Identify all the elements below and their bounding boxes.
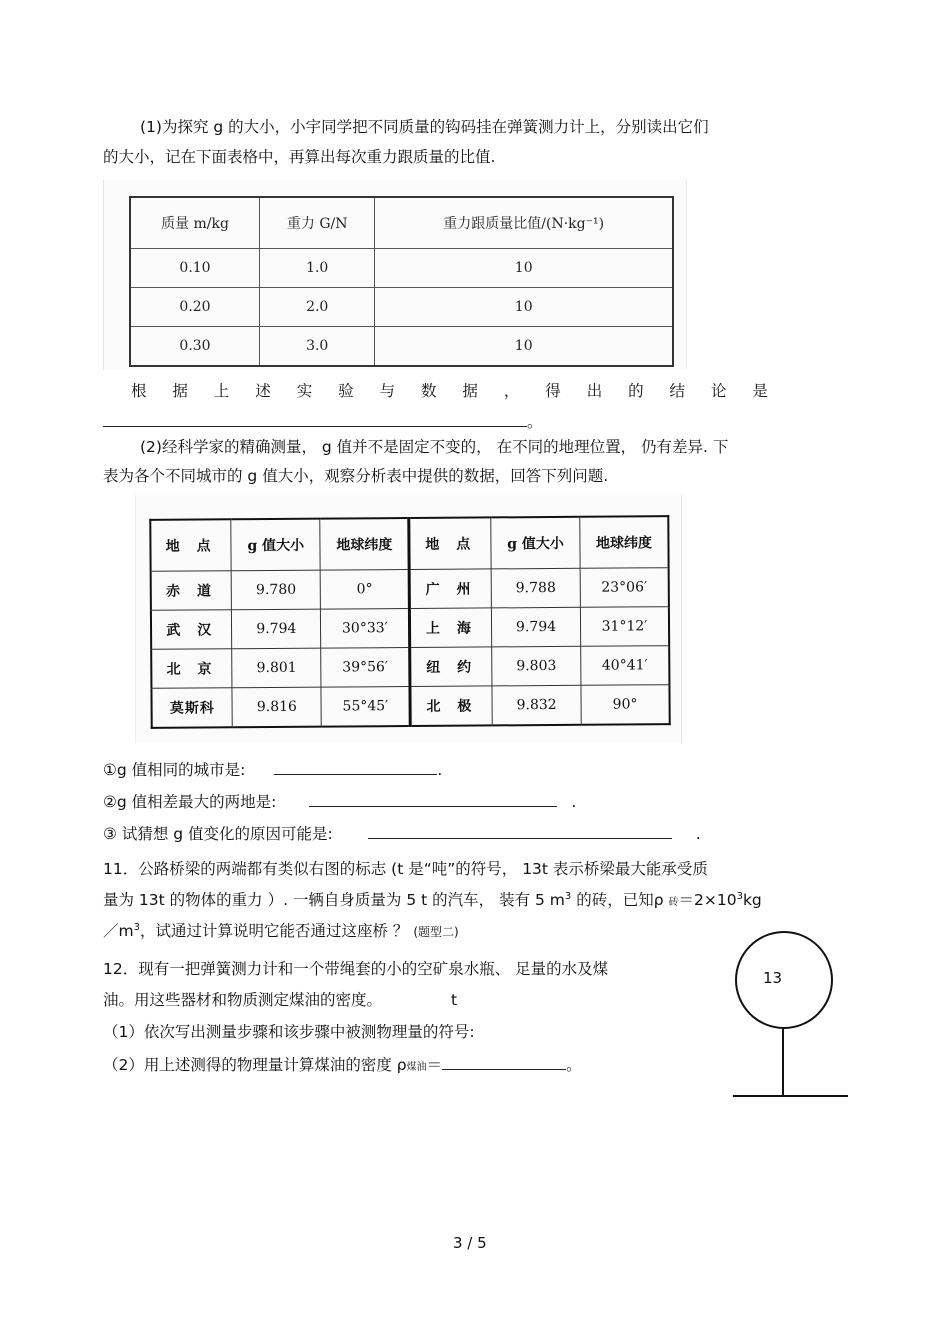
q11-line2 xyxy=(103,889,762,914)
table-header-cell: 地 点 xyxy=(409,517,491,569)
bridge-sign-label: 13 xyxy=(763,969,783,987)
q1-conclusion-prompt: 根 据 上 述 实 验 与 数 据 ， 得 出 的 结 论 是 xyxy=(131,382,768,400)
page-number: 3 / 5 xyxy=(453,1234,487,1252)
table-cell: 武 汉 xyxy=(151,610,232,650)
table-cell: 55°45′ xyxy=(321,686,411,726)
answer-blank[interactable] xyxy=(103,410,527,427)
table-header-cell: 地球纬度 xyxy=(580,516,669,568)
q1-conclusion-answer[interactable] xyxy=(103,410,543,432)
q12-step2-eq: ＝ xyxy=(426,1056,443,1074)
table-cell: 9.816 xyxy=(232,687,321,727)
q12-step1: （1）依次写出测量步骤和该步骤中被测物理量的符号: xyxy=(103,1023,475,1041)
answer-blank[interactable] xyxy=(442,1053,566,1070)
table-cell: 23°06′ xyxy=(580,568,669,608)
table-header-cell: 重力跟质量比值/(N·kg⁻¹) xyxy=(375,197,673,249)
bridge-sign-pole xyxy=(782,1027,784,1096)
table-cell: 1.0 xyxy=(260,249,375,288)
q1-table-scan xyxy=(103,180,687,370)
table-cell: 北 极 xyxy=(410,686,492,726)
table-cell: 0.10 xyxy=(130,249,260,288)
q2-sub1-prompt: ①g 值相同的城市是: xyxy=(103,761,246,779)
q12-step2-prompt: （2）用上述测得的物理量计算煤油的密度 ρ xyxy=(103,1056,407,1074)
q11-line1: 11．公路桥梁的两端都有类似右图的标志 (t 是“吨”的符号， 13t 表示桥梁最大能承受质 xyxy=(103,860,708,878)
q11-exp-3: 3 xyxy=(133,921,140,933)
q11-line3-b: ，试通过计算说明它能否通过这座桥 ？ xyxy=(139,922,409,940)
table-header-cell: 质量 m/kg xyxy=(130,197,260,249)
table-row xyxy=(151,685,669,728)
answer-blank[interactable] xyxy=(309,790,557,807)
q12-line2: 油。用这些器材和物质测定煤油的密度。 xyxy=(103,991,383,1009)
table-cell: 莫斯科 xyxy=(151,688,232,728)
q2-sub3-prompt: ③ 试猜想 g 值变化的原因可能是: xyxy=(103,825,333,843)
q11-brick-sub: 砖 xyxy=(668,897,679,908)
table-cell: 9.788 xyxy=(491,568,580,608)
q12-stray-t: t xyxy=(451,991,458,1009)
table-cell: 0.20 xyxy=(130,288,260,327)
q11-line2-d: ＝2×10 xyxy=(678,891,737,909)
table-cell: 9.794 xyxy=(492,607,581,647)
q1-intro-line2: 的大小，记在下面表格中，再算出每次重力跟质量的比值. xyxy=(103,148,496,166)
q12-kerosene-sub: 煤油 xyxy=(406,1062,427,1073)
table-cell: 39°56′ xyxy=(321,647,411,687)
table-cell: 10 xyxy=(375,249,673,288)
q1-table xyxy=(129,196,674,367)
table-cell: 上 海 xyxy=(410,608,492,648)
table-cell: 0° xyxy=(320,570,410,610)
q2-sub3-end: . xyxy=(695,825,701,843)
q2-sub3 xyxy=(103,822,701,845)
table-header-cell: g 值大小 xyxy=(231,519,320,571)
q2-sub2-end: . xyxy=(571,793,577,811)
q1-intro-line1: (1)为探究 g 的大小，小宇同学把不同质量的钩码挂在弹簧测力计上，分别读出它们 xyxy=(140,118,709,136)
q12-line1: 12．现有一把弹簧测力计和一个带绳套的小的空矿泉水瓶、 足量的水及煤 xyxy=(103,960,609,978)
q11-line3 xyxy=(103,920,459,943)
table-cell: 10 xyxy=(375,327,673,367)
table-row xyxy=(151,646,669,689)
q1-conclusion-end: 。 xyxy=(527,413,543,431)
bridge-sign-circle xyxy=(735,931,833,1029)
table-cell: 3.0 xyxy=(260,327,375,367)
table-row xyxy=(130,327,673,367)
table-header-cell: 地球纬度 xyxy=(320,518,410,570)
table-cell: 9.780 xyxy=(232,570,321,610)
q11-exp-2: 3 xyxy=(736,890,743,902)
table-header-row xyxy=(150,516,668,571)
q2-intro-line2: 表为各个不同城市的 g 值大小，观察分析表中提供的数据，回答下列问题. xyxy=(103,467,609,485)
q2-sub2-prompt: ②g 值相差最大的两地是: xyxy=(103,793,277,811)
table-cell: 40°41′ xyxy=(581,646,670,686)
table-header-cell: g 值大小 xyxy=(491,517,580,569)
q11-line2-e: kg xyxy=(742,891,762,909)
answer-blank[interactable] xyxy=(368,822,672,839)
q11-line2-b: 的砖，已知ρ xyxy=(571,891,669,909)
table-cell: 10 xyxy=(375,288,673,327)
table-cell: 广 州 xyxy=(410,569,492,609)
table-row xyxy=(130,288,673,327)
table-row xyxy=(130,249,673,288)
q12-step2-end: 。 xyxy=(566,1056,582,1074)
q11-type-tag: (题型二) xyxy=(413,925,459,939)
table-cell: 纽 约 xyxy=(410,647,492,687)
q2-intro-line1: (2)经科学家的精确测量， g 值并不是固定不变的， 在不同的地理位置， 仍有差异. 下 xyxy=(140,438,729,456)
table-cell: 9.832 xyxy=(492,685,581,725)
table-header-row xyxy=(130,197,673,249)
table-cell: 9.803 xyxy=(492,646,581,686)
q12-step2 xyxy=(103,1053,582,1079)
table-cell: 31°12′ xyxy=(580,607,669,647)
table-cell: 北 京 xyxy=(151,649,232,689)
table-cell: 9.801 xyxy=(232,648,321,688)
table-cell: 0.30 xyxy=(130,327,260,367)
table-cell: 90° xyxy=(581,685,670,725)
table-cell: 9.794 xyxy=(232,609,321,649)
table-header-cell: 地 点 xyxy=(150,519,231,571)
table-cell: 2.0 xyxy=(260,288,375,327)
table-header-cell: 重力 G/N xyxy=(260,197,375,249)
q2-sub1 xyxy=(103,758,442,781)
bridge-sign-base xyxy=(733,1095,848,1097)
table-row xyxy=(151,607,669,650)
q2-sub2 xyxy=(103,790,576,813)
answer-blank[interactable] xyxy=(274,758,437,775)
q2-sub1-end: . xyxy=(437,761,443,779)
table-cell: 赤 道 xyxy=(151,571,232,611)
q11-line2-a: 量为 13t 的物体的重力 ）. 一辆自身质量为 5 t 的汽车， 装有 5 m xyxy=(103,891,565,909)
q11-line3-a: ／m xyxy=(103,922,134,940)
q11-exp-1: 3 xyxy=(564,890,572,902)
table-cell: 30°33′ xyxy=(321,609,411,649)
q2-table-scan xyxy=(135,495,682,743)
q2-table xyxy=(149,515,670,729)
table-row xyxy=(151,568,669,611)
